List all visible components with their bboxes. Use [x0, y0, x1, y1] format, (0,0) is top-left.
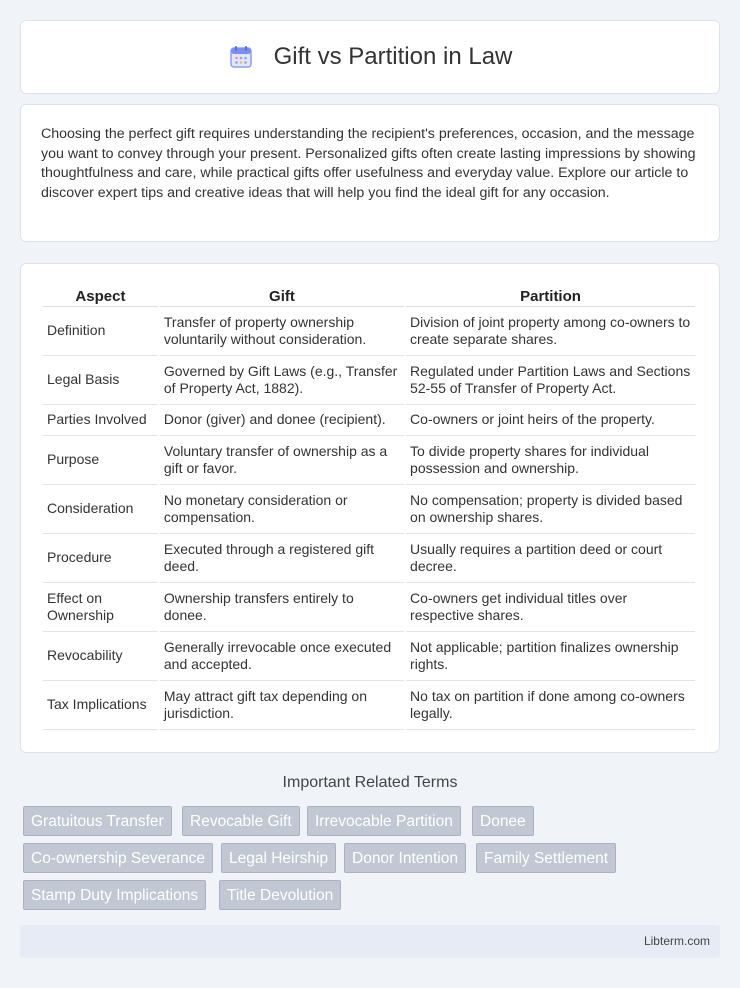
gift-cell: Donor (giver) and donee (recipient).	[160, 405, 404, 436]
partition-cell: Division of joint property among co-owners to create separate shares.	[406, 307, 695, 356]
partition-cell: Co-owners or joint heirs of the property.	[406, 405, 695, 436]
intro-text: Choosing the perfect gift requires understanding the recipient's preferences, occasion, and the message you want to convey through your present. Personalized gifts often create lasting impressions by showing thoughtfulness and care, while practical gifts offer usefulness and everyday value. Explore our article to discover expert tips and creative ideas that will help you find the ideal gift for any occasion.	[41, 126, 696, 201]
table-row	[43, 356, 695, 405]
table-row	[43, 485, 695, 534]
gift-cell: Ownership transfers entirely to donee.	[160, 583, 404, 632]
gift-cell: Generally irrevocable once executed and accepted.	[160, 632, 404, 681]
column-header-gift: Gift	[160, 286, 404, 307]
footer	[20, 925, 720, 958]
partition-cell: Co-owners get individual titles over respective shares.	[406, 583, 695, 632]
gift-cell: Transfer of property ownership voluntarily without consideration.	[160, 307, 404, 356]
footer-site-link[interactable]: Libterm.com	[643, 934, 710, 948]
partition-cell: Not applicable; partition finalizes ownership rights.	[406, 632, 695, 681]
aspect-cell: Definition	[43, 307, 158, 356]
aspect-cell: Parties Involved	[43, 405, 158, 436]
aspect-cell: Tax Implications	[43, 681, 158, 730]
gift-cell: Governed by Gift Laws (e.g., Transfer of Property Act, 1882).	[160, 356, 404, 405]
table-row	[43, 583, 695, 632]
aspect-cell: Revocability	[43, 632, 158, 681]
tag-revocable-gift[interactable]: Revocable Gift	[182, 806, 300, 836]
header-card	[20, 20, 720, 94]
table-row	[43, 405, 695, 436]
gift-cell: May attract gift tax depending on jurisdiction.	[160, 681, 404, 730]
comparison-table-card	[20, 263, 720, 753]
gift-cell: Executed through a registered gift deed.	[160, 534, 404, 583]
column-header-aspect: Aspect	[43, 286, 158, 307]
partition-cell: Usually requires a partition deed or court decree.	[406, 534, 695, 583]
comparison-table	[41, 286, 697, 730]
tag-donor-intention[interactable]: Donor Intention	[344, 843, 466, 873]
table-row	[43, 436, 695, 485]
tag-legal-heirship[interactable]: Legal Heirship	[221, 843, 336, 873]
aspect-cell: Procedure	[43, 534, 158, 583]
table-row	[43, 681, 695, 730]
tag-gratuitous-transfer[interactable]: Gratuitous Transfer	[23, 806, 172, 836]
gift-cell: Voluntary transfer of ownership as a gift or favor.	[160, 436, 404, 485]
table-row	[43, 632, 695, 681]
intro-card	[20, 104, 720, 242]
aspect-cell: Legal Basis	[43, 356, 158, 405]
gift-cell: No monetary consideration or compensation.	[160, 485, 404, 534]
table-header-row	[43, 286, 695, 307]
partition-cell: No tax on partition if done among co-owners legally.	[406, 681, 695, 730]
partition-cell: To divide property shares for individual possession and ownership.	[406, 436, 695, 485]
tag-title-devolution[interactable]: Title Devolution	[219, 880, 341, 910]
partition-cell: Regulated under Partition Laws and Sections 52-55 of Transfer of Property Act.	[406, 356, 695, 405]
tag-family-settlement[interactable]: Family Settlement	[476, 843, 616, 873]
aspect-cell: Consideration	[43, 485, 158, 534]
page-title: Gift vs Partition in Law	[273, 43, 513, 70]
tag-co-ownership-severance[interactable]: Co-ownership Severance	[23, 843, 213, 873]
calendar-icon	[228, 44, 254, 70]
tag-stamp-duty-implications[interactable]: Stamp Duty Implications	[23, 880, 206, 910]
aspect-cell: Effect on Ownership	[43, 583, 158, 632]
partition-cell: No compensation; property is divided based on ownership shares.	[406, 485, 695, 534]
aspect-cell: Purpose	[43, 436, 158, 485]
table-row	[43, 307, 695, 356]
tag-donee[interactable]: Donee	[472, 806, 534, 836]
tag-irrevocable-partition[interactable]: Irrevocable Partition	[307, 806, 461, 836]
related-terms-heading: Important Related Terms	[282, 774, 458, 791]
column-header-partition: Partition	[406, 286, 695, 307]
table-row	[43, 534, 695, 583]
